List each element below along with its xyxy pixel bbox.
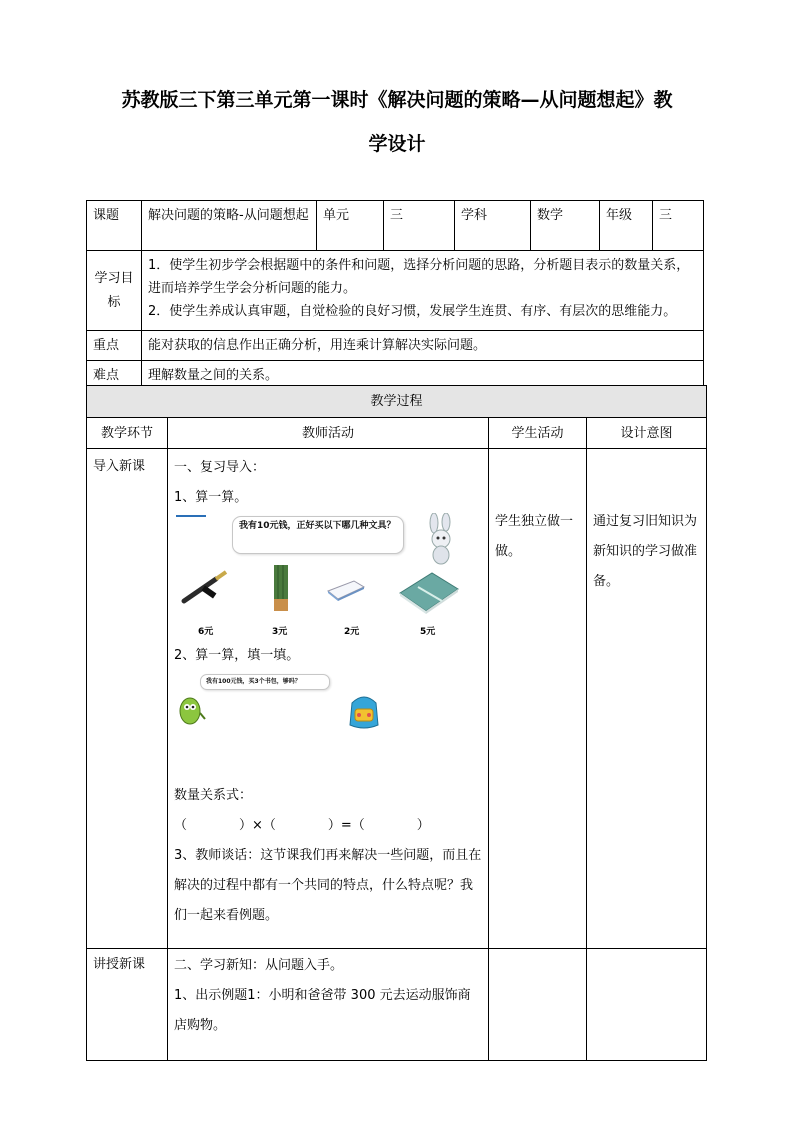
underline-mark: [176, 515, 206, 517]
speech-bubble-2: 我有100元钱，买3个书包，够吗？: [200, 674, 330, 690]
topic-value: 解决问题的策略-从问题想起: [142, 201, 317, 251]
process-column-headers: [87, 418, 707, 449]
pen-icon: [180, 567, 230, 607]
student-activity-new: [489, 949, 587, 1061]
speech-bubble-1: 我有10元钱，正好买以下哪几种文具？: [232, 516, 404, 554]
title-line-1: 苏教版三下第三单元第一课时《解决问题的策略—从问题想起》教: [121, 89, 673, 111]
info-table: [86, 200, 704, 391]
design-intent-intro: 通过复习旧知识为新知识的学习做准备。: [587, 449, 707, 949]
notebook-icon: [396, 569, 460, 615]
teacher-talk: 3、教师谈话：这节课我们再来解决一些问题，而且在解决的过程中都有一个共同的特点，什么特点呢？我们一起来看例题。: [174, 848, 482, 923]
goal-2: 2．使学生养成认真审题，自觉检验的良好习惯，发展学生连贯、有序、有层次的思维能力。: [148, 304, 677, 319]
price-pen: 6元: [198, 627, 214, 637]
relation-label: 数量关系式：: [174, 788, 253, 803]
col-intent: 设计意图: [587, 418, 707, 449]
teacher-activity-intro: [168, 449, 489, 949]
unit-value: 三: [384, 201, 455, 251]
goal-label: 学习目标: [87, 251, 142, 331]
rabbit-icon: [424, 513, 460, 565]
grade-label: 年级: [600, 201, 653, 251]
process-header-row: [87, 386, 707, 418]
grade-value: 三: [653, 201, 704, 251]
unit-label: 单元: [317, 201, 384, 251]
teacher-activity-new: [168, 949, 489, 1061]
price-eraser: 2元: [344, 627, 360, 637]
item-calc-fill: 2、算一算，填一填。: [174, 648, 300, 663]
col-student: 学生活动: [489, 418, 587, 449]
example-1: 1、出示例题1：小明和爸爸带 300 元去运动服饰商店购物。: [174, 988, 471, 1033]
process-row-new: [87, 949, 707, 1061]
info-row-goal: [87, 251, 704, 331]
goal-1: 1．使学生初步学会根据题中的条件和问题，选择分析问题的思路，分析题目表示的数量关系，进而培养学生学会分析问题的能力。: [148, 258, 690, 296]
price-pencils: 3元: [272, 627, 288, 637]
title-line-2: 学设计: [368, 133, 426, 155]
stage-intro: 导入新课: [87, 449, 168, 949]
info-row-key: [87, 331, 704, 361]
difficulty-value: 理解数量之间的关系。: [142, 361, 704, 391]
subject-label: 学科: [455, 201, 531, 251]
topic-label: 课题: [87, 201, 142, 251]
subject-value: 数学: [531, 201, 600, 251]
section-new-title: 二、学习新知：从问题入手。: [174, 958, 344, 973]
info-row-topic: [87, 201, 704, 251]
process-header: 教学过程: [87, 386, 707, 418]
backpack-illustration: [174, 671, 482, 781]
student-activity-intro: 学生独立做一做。: [489, 449, 587, 949]
eraser-icon: [324, 577, 368, 603]
backpack-icon: [342, 691, 386, 731]
key-label: 重点: [87, 331, 142, 361]
section-review-title: 一、复习导入：: [174, 460, 266, 475]
document-title: [80, 78, 714, 166]
col-stage: 教学环节: [87, 418, 168, 449]
stage-new: 讲授新课: [87, 949, 168, 1061]
process-row-intro: [87, 449, 707, 949]
character-icon: [176, 693, 206, 729]
relation-formula: （ ）×（ ）=（ ）: [174, 818, 430, 833]
price-notebook: 5元: [420, 627, 436, 637]
process-table: [86, 385, 707, 1061]
difficulty-label: 难点: [87, 361, 142, 391]
goal-content: [142, 251, 704, 331]
stationery-illustration: [174, 513, 482, 641]
design-intent-new: [587, 949, 707, 1061]
col-teacher: 教师活动: [168, 418, 489, 449]
item-calc: 1、算一算。: [174, 490, 248, 505]
pencils-icon: [272, 563, 290, 615]
key-value: 能对获取的信息作出正确分析，用连乘计算解决实际问题。: [142, 331, 704, 361]
